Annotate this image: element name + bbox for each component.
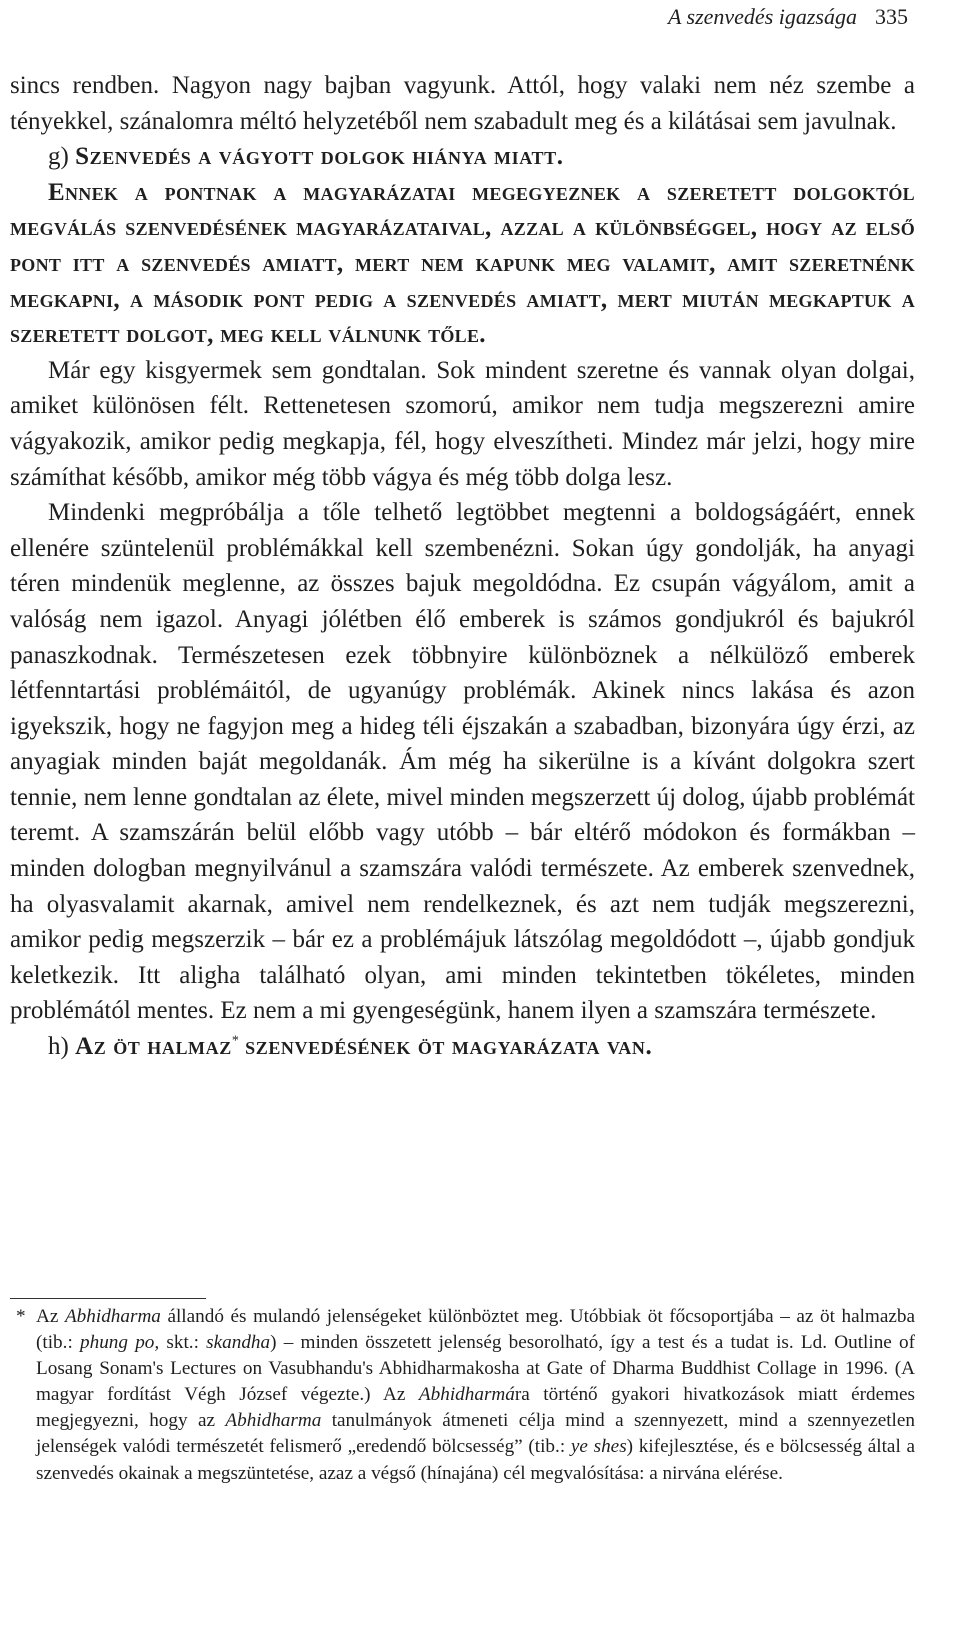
- page-number: 335: [875, 4, 908, 29]
- footnote-italic-term: Abhidharma: [225, 1410, 322, 1432]
- subheading-h: [10, 1029, 915, 1065]
- footnote-italic-term: ye shes: [570, 1436, 627, 1458]
- footnote-rule: [10, 1298, 206, 1299]
- footnote-text-part: tanulmányok átmeneti célja mind a szennyezett, mind a szennyezetlen jelenségek valódi természetét felismerő „eredendő bölcsesség” (tib.:: [36, 1410, 915, 1458]
- footnote-italic-term: skandha: [206, 1332, 271, 1354]
- footnote-italic-term: Abhidharmá: [418, 1384, 515, 1406]
- footnote-italic-term: phung po,: [80, 1332, 160, 1354]
- running-title: A szenvedés igazsága: [667, 4, 857, 29]
- subheading-h-prefix: h): [48, 1033, 69, 1061]
- footnote-text-part: állandó és mulandó jelenségeket különböztet meg. Utóbbiak öt főcsoportjába – az öt halmazba (tib.:: [36, 1306, 916, 1354]
- footnote-ref[interactable]: *: [231, 1033, 239, 1049]
- footnote-text-part: ) kifejlesztése, és e bölcsesség által a szenvedés okainak a megszüntetése, azaz a végső (hínajána) cél megvalósítása: a nirvána elérése.: [36, 1436, 915, 1484]
- subheading-h-title-b: szenvedésének öt magyarázata van.: [245, 1033, 653, 1061]
- footnote: [10, 1304, 915, 1487]
- subheading-h-title-a: Az öt halmaz: [75, 1033, 232, 1061]
- footnote-text-part: ra történő gyakori hivatkozások miatt érdemes megjegyezni, hogy az: [36, 1384, 915, 1432]
- footnote-text-part: Az: [36, 1306, 65, 1327]
- footnote-text-part: ) – minden összetett jelenség besorolható, így a test és a tudat is. Ld. Outline of Losang Sonam's Lectures on Vasubhandu's Abhidharmakosha at Gate of Dharma Buddhist Collage in 1996. (A magyar fordítást Végh József végezte.) Az: [36, 1332, 916, 1406]
- footnote-text-part: skt.:: [159, 1332, 207, 1354]
- subheading-g-prefix: g): [48, 143, 69, 171]
- footnote-mark: *: [16, 1306, 26, 1327]
- running-header: [0, 2, 908, 32]
- paragraph-samsara: Mindenki megpróbálja a tőle telhető legtöbbet megtenni a boldogságáért, ennek ellenére szüntelenül problémákkal kell szembenézni. Sokan úgy gondolják, ha anyagi téren mindenük meglenne, az összes bajuk megoldódna. Ez csupán vágyálom, amit a valóság nem igazol. Anyagi jólétben élő emberek is számos gondjukról és bajukról panaszkodnak. Természetesen ezek többnyire különböznek a nélkülöző emberek létfenntartási problémáitól, de ugyanúgy problémák. Akinek nincs lakása és azon igyekszik, hogy ne fagyjon meg a hideg téli éjszakán a szabadban, bizonyára úgy érzi, az anyagiak minden baját megoldanák. Ám még ha sikerülne is a kívánt dolgokra szert tennie, nem lenne gondtalan az élete, mivel minden megszerzett új dolog, újabb problémát teremt. A szamszárán belül előbb vagy utóbb – bár eltérő módokon és formákban – minden dologban megnyilvánul a szamszára valódi természete. Az emberek szenvednek, ha olyasvalamit akarnak, amivel nem rendelkeznek, és azt nem tudják megszerezni, amikor pedig megszerzik – bár ez a problémájuk látszólag megoldódott –, újabb gondjuk keletkezik. Itt aligha található olyan, ami minden tekintetben tökéletes, minden problémától mentes. Ez nem a mi gyengeségünk, hanem ilyen a szamszára természete.: [10, 499, 915, 1025]
- paragraph-child: Már egy kisgyermek sem gondtalan. Sok mindent szeretne és vannak olyan dolgai, amiket különösen félt. Rettenetesen szomorú, amikor nem tudja megszerezni amire vágyakozik, amikor pedig megkapja, fél, hogy elveszítheti. Mindez már jelzi, hogy mire számíthat később, amikor még több vágya és még több dolga lesz.: [10, 356, 915, 491]
- paragraph-continuation: sincs rendben. Nagyon nagy bajban vagyunk. Attól, hogy valaki nem néz szembe a tényekkel, szánalomra méltó helyzetéből nem szabadult meg és a kilátásai sem javulnak.: [10, 72, 915, 135]
- bold-explanation-paragraph: Ennek a pontnak a magyarázatai megegyeznek a szeretett dolgoktól megválás szenvedésének magyarázataival, azzal a különbséggel, hogy az első pont itt a szenvedés amiatt, mert nem kapunk meg valamit, amit szeretnénk megkapni, a második pont pedig a szenvedés amiatt, mert miután megkaptuk a szeretett dolgot, meg kell válnunk tőle.: [10, 178, 915, 349]
- subheading-g: [10, 139, 915, 175]
- subheading-g-title: Szenvedés a vágyott dolgok hiánya miatt.: [75, 143, 564, 171]
- footnote-italic-term: Abhidharma: [64, 1306, 161, 1327]
- footnote-text: [36, 1304, 915, 1487]
- body-text: [10, 68, 915, 1065]
